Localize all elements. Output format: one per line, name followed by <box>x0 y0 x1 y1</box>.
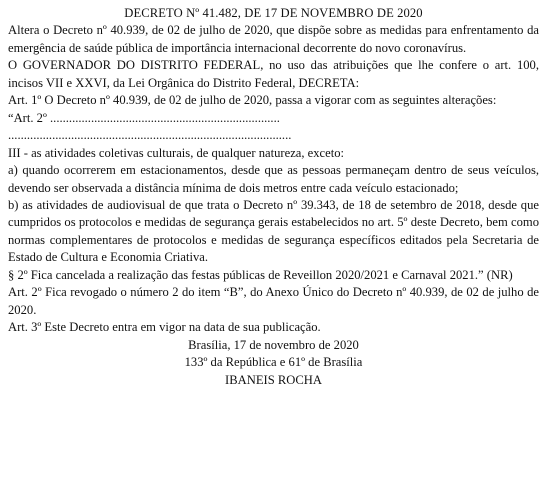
article-2: Art. 2º Fica revogado o número 2 do item “B”, do Anexo Único do Decreto nº 40.939, de 02 de julho de 2020. <box>8 285 539 317</box>
signatory-name: IBANEIS ROCHA <box>225 372 322 387</box>
decree-ementa: Altera o Decreto nº 40.939, de 02 de julho de 2020, que dispõe sobre as medidas para enfrentamento da emergência de saúde pública de importância internacional decorrente do novo coronavírus. <box>8 23 539 55</box>
quoted-article-2-start: “Art. 2º ......................................................................... <box>8 110 280 125</box>
place-date: Brasília, 17 de novembro de 2020 <box>188 337 359 352</box>
article-3: Art. 3º Este Decreto entra em vigor na data de sua publicação. <box>8 320 321 335</box>
decree-document <box>8 5 539 389</box>
item-iii: III - as atividades coletivas culturais, de qualquer natureza, exceto: <box>8 145 345 160</box>
item-b: b) as atividades de audiovisual de que trata o Decreto nº 39.343, de 18 de setembro de 2018, desde que cumpridos os protocolos e medidas de segurança gerais estabelecidos no art. 5º deste Decreto, bem como normas complementares de protocolos e medidas de segurança específicos editados pela Secretaria de Estado de Cultura e Economia Criativa. <box>8 197 539 265</box>
republic-year: 133º da República e 61º de Brasília <box>184 355 363 370</box>
item-a: a) quando ocorrerem em estacionamentos, desde que as pessoas permaneçam dentro de seus veículos, devendo ser observada a distância mínima de dois metros entre cada veículo estacionado; <box>8 163 539 195</box>
decree-title: DECRETO Nº 41.482, DE 17 DE NOVEMBRO DE 2020 <box>124 6 423 20</box>
article-1: Art. 1º O Decreto nº 40.939, de 02 de julho de 2020, passa a vigorar com as seguintes alterações: <box>8 93 497 108</box>
dotted-line: .......................................................................................... <box>8 128 292 143</box>
decree-preamble: O GOVERNADOR DO DISTRITO FEDERAL, no uso das atribuições que lhe confere o art. 100, incisos VII e XXVI, da Lei Orgânica do Distrito Federal, DECRETA: <box>8 58 539 90</box>
paragraph-2: § 2º Fica cancelada a realização das festas públicas de Reveillon 2020/2021 e Carnaval 2021.” (NR) <box>8 267 513 282</box>
